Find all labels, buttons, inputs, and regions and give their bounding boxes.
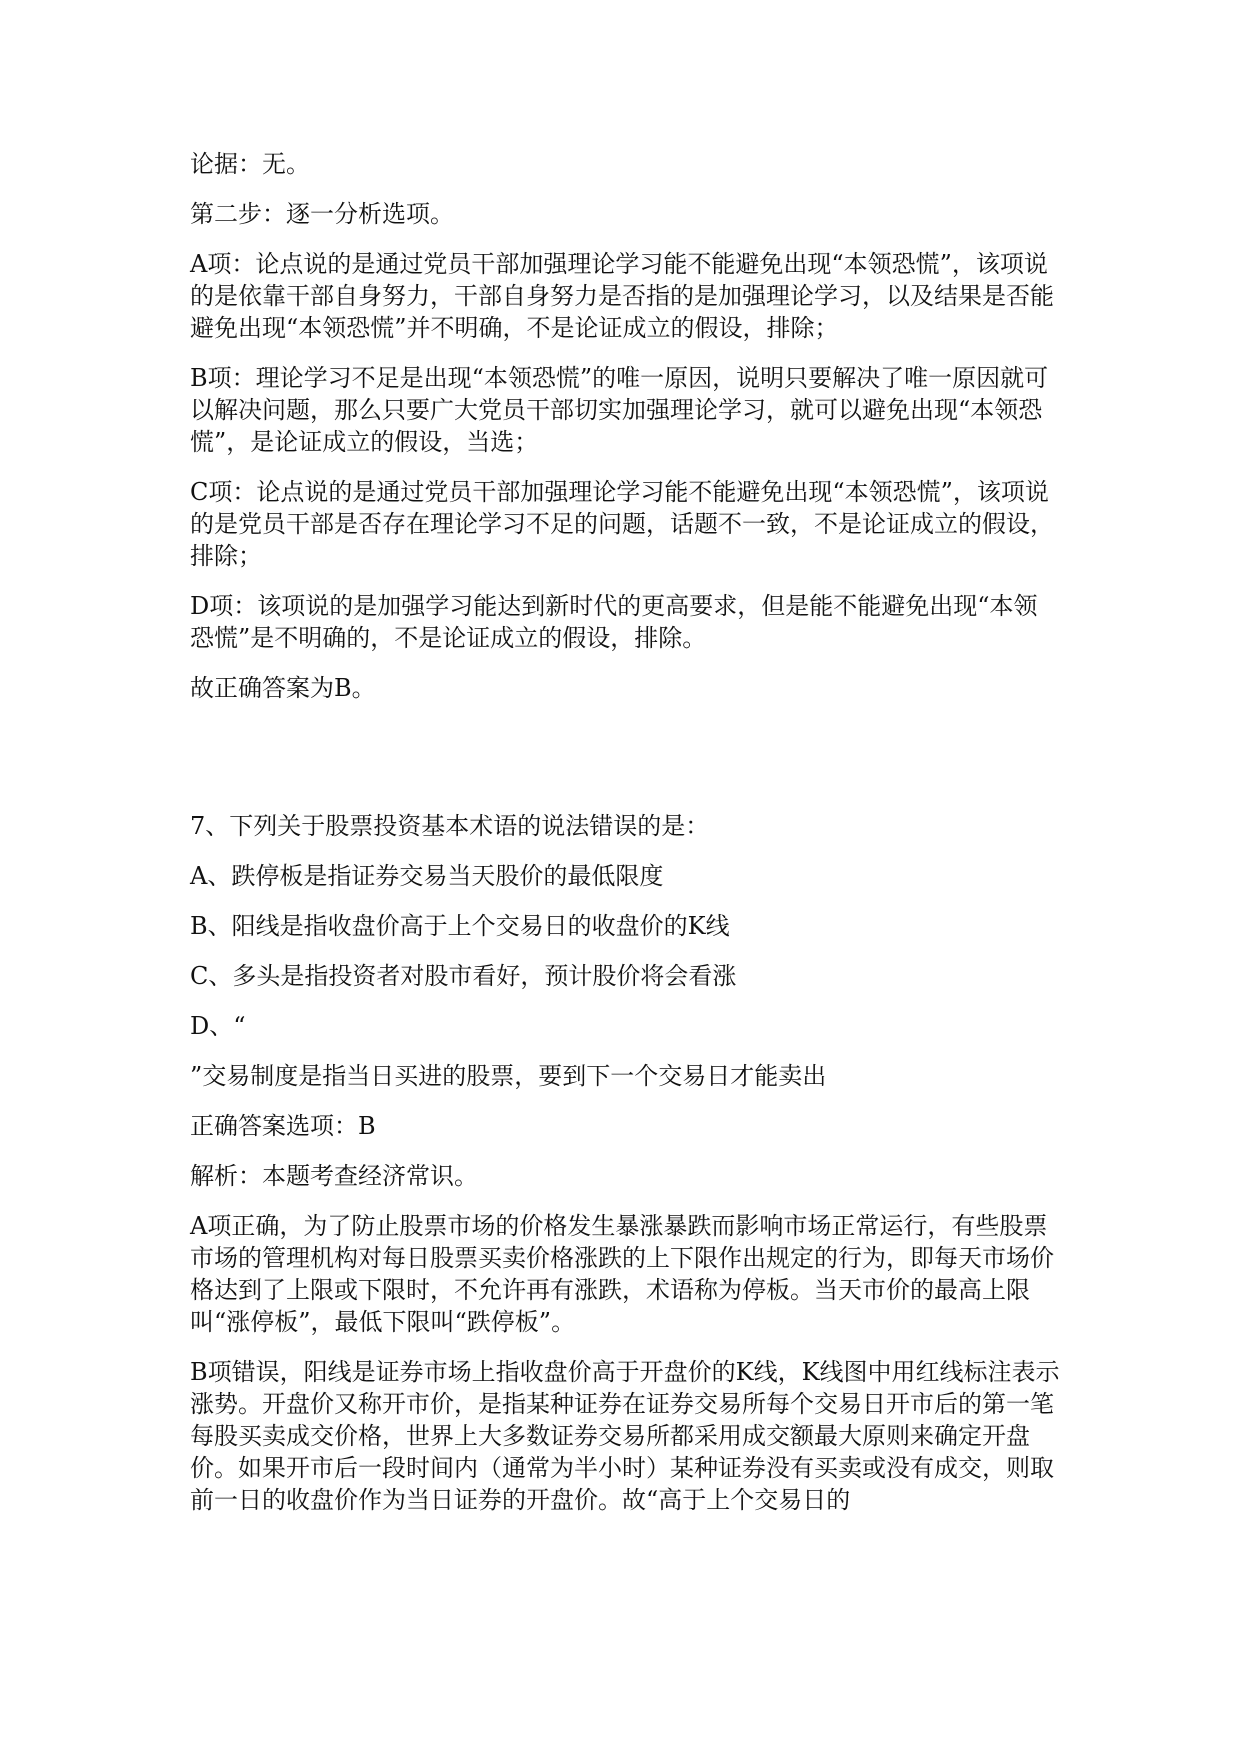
- argument-line: 论据：无。: [190, 150, 310, 178]
- question-7-answer: 正确答案选项：B: [190, 1112, 376, 1140]
- question-7-stem: 7、下列关于股票投资基本术语的说法错误的是：: [190, 812, 710, 840]
- previous-conclusion: 故正确答案为B。: [190, 674, 376, 702]
- section-gap: [190, 722, 1060, 810]
- question-7-option-b: B、阳线是指收盘价高于上个交易日的收盘价的K线: [190, 912, 730, 940]
- question-7-explanation-intro: 解析：本题考查经济常识。: [190, 1162, 478, 1190]
- analysis-option-a: A项：论点说的是通过党员干部加强理论学习能不能避免出现“本领恐慌”，该项说的是依靠干部自身努力，干部自身努力是否指的是加强理论学习，以及结果是否能避免出现“本领恐慌”并不明确，不是论证成立的假设，排除；: [190, 250, 1054, 342]
- analysis-option-b: B项：理论学习不足是出现“本领恐慌”的唯一原因，说明只要解决了唯一原因就可以解决问题，那么只要广大党员干部切实加强理论学习，就可以避免出现“本领恐慌”，是论证成立的假设，当选；: [190, 364, 1049, 456]
- question-7-explanation-a: A项正确，为了防止股票市场的价格发生暴涨暴跌而影响市场正常运行，有些股票市场的管理机构对每日股票买卖价格涨跌的上下限作出规定的行为，即每天市场价格达到了上限或下限时，不允许再有涨跌，术语称为停板。当天市价的最高上限叫“涨停板”，最低下限叫“跌停板”。: [190, 1212, 1054, 1336]
- question-7-option-a: A、跌停板是指证券交易当天股价的最低限度: [190, 862, 664, 890]
- analysis-option-d: D项：该项说的是加强学习能达到新时代的更高要求，但是能不能避免出现“本领恐慌”是不明确的，不是论证成立的假设，排除。: [190, 592, 1038, 652]
- step-two-line: 第二步：逐一分析选项。: [190, 200, 454, 228]
- analysis-option-c: C项：论点说的是通过党员干部加强理论学习能不能避免出现“本领恐慌”，该项说的是党员干部是否存在理论学习不足的问题，话题不一致，不是论证成立的假设，排除；: [190, 478, 1054, 570]
- question-7-option-d-continued: ”交易制度是指当日买进的股票，要到下一个交易日才能卖出: [190, 1062, 827, 1090]
- question-7-explanation-b: B项错误，阳线是证券市场上指收盘价高于开盘价的K线，K线图中用红线标注表示涨势。开盘价又称开市价，是指某种证券在证券交易所每个交易日开市后的第一笔每股买卖成交价格，世界上大多数证券交易所都采用成交额最大原则来确定开盘价。如果开市后一段时间内（通常为半小时）某种证券没有买卖或没有成交，则取前一日的收盘价作为当日证券的开盘价。故“高于上个交易日的: [190, 1358, 1060, 1514]
- question-7-option-c: C、多头是指投资者对股市看好，预计股价将会看涨: [190, 962, 737, 990]
- question-7-option-d: D、“: [190, 1012, 246, 1040]
- document-page: [190, 148, 1060, 1534]
